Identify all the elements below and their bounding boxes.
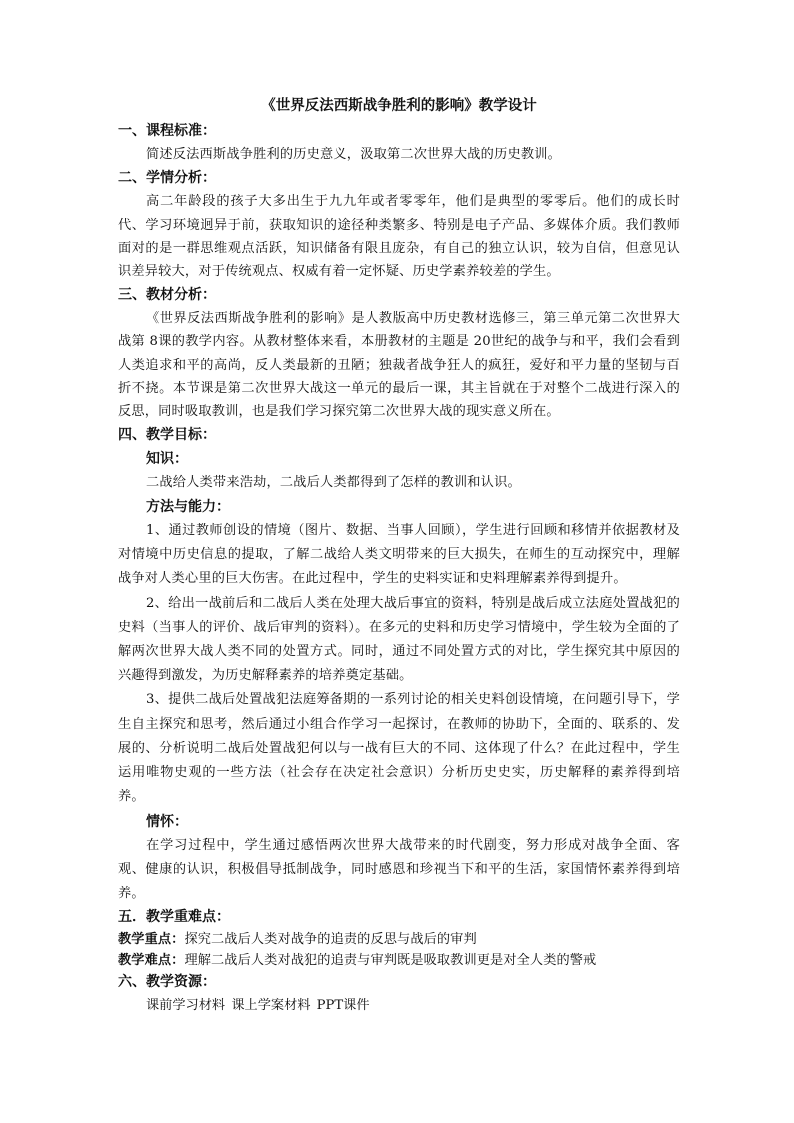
key-point-line (118, 929, 680, 950)
difficult-point-label: 教学难点： (118, 953, 185, 969)
method-item-3: 3、提供二战后处置战犯法庭筹备期的一系列讨论的相关史料创设情境，在问题引导下，学生自主探究和思考，然后通过小组合作学习一起探讨，在教师的协助下，全面的、联系的、发展的、分析说明二战后处置战犯何以与一战有巨大的不同、这体现了什么？在此过程中，学生运用唯物史观的一些方法（社会存在决定社会意识）分析历史史实，历史解释的素养得到培养。 (118, 692, 680, 805)
subheading-emotion: 情怀： (146, 813, 188, 830)
section-heading-key-difficult-points: 五．教学重难点： (118, 909, 230, 926)
section-heading-curriculum-standard: 一、课程标准： (118, 123, 216, 139)
subheading-method-ability: 方法与能力： (146, 499, 230, 516)
key-point-label: 教学重点： (118, 932, 185, 948)
difficult-point-line (118, 950, 680, 971)
emotion-text: 在学习过程中，学生通过感悟两次世界大战带来的时代剧变，努力形成对战争全面、客观、健康的认识，积极倡导抵制战争，同时感恩和珍视当下和平的生活，家国情怀素养得到培养。 (118, 837, 680, 901)
section-heading-textbook-analysis: 三、教材分析： (118, 286, 216, 303)
teaching-resources-text: 课前学习材料 课上学案材料 PPT课件 (146, 998, 370, 1014)
document-page (118, 96, 680, 1018)
key-point-text: 探究二战后人类对战争的追责的反思与战后的审判 (184, 932, 477, 948)
curriculum-standard-text: 简述反法西斯战争胜利的历史意义，汲取第二次世界大战的历史教训。 (146, 147, 562, 162)
method-item-2: 2、给出一战前后和二战后人类在处理大战后事宜的资料，特别是战后成立法庭处置战犯的史料（当事人的评价、战后审判的资料）。在多元的史料和历史学习情境中，学生较为全面的了解两次世界大战人类不同的处置方式。同时，通过不同处置方式的对比，学生探究其中原因的兴趣得到激发，为历史解释素养的培养奠定基础。 (118, 595, 680, 684)
method-item-1: 1、通过教师创设的情境（图片、数据、当事人回顾），学生进行回顾和移情并依据教材及对情境中历史信息的提取，了解二战给人类文明带来的巨大损失，在师生的互动探究中，理解战争对人类心里的巨大伤害。在此过程中，学生的史料实证和史料理解素养得到提升。 (118, 523, 680, 587)
section-heading-teaching-objectives: 四、教学目标： (118, 426, 216, 443)
textbook-analysis-text: 《世界反法西斯战争胜利的影响》是人教版高中历史教材选修三，第三单元第二次世界大战第 8课的教学内容。从教材整体来看，本册教材的主题是 20世纪的战争与和平，我们会看到人类追求和平的高尚，反人类最新的丑陋；独裁者战争狂人的疯狂，爱好和平力量的坚韧与百折不挠。本节课是第二次世界大战这一单元的最后一课，其主旨就在于对整个二战进行深入的反思，同时吸取教训，也是我们学习探究第二次世界大战的现实意义所在。 (118, 310, 680, 420)
knowledge-text: 二战给人类带来浩劫，二战后人类都得到了怎样的教训和认识。 (146, 474, 521, 490)
learner-analysis-text: 高二年龄段的孩子大多出生于九九年或者零零年，他们是典型的零零后。他们的成长时代、学习环境迥异于前，获取知识的途径种类繁多、特别是电子产品、多媒体介质。我们教师面对的是一群思维观点活跃，知识储备有限且庞杂，有自己的独立认识，较为自信，但意见认识差异较大，对于传统观点、权威有着一定怀疑、历史学素养较差的学生。 (118, 194, 680, 280)
difficult-point-text: 理解二战后人类对战犯的追责与审判既是吸取教训更是对全人类的警戒 (184, 953, 597, 969)
subheading-knowledge: 知识： (146, 450, 188, 467)
section-heading-learner-analysis: 二、学情分析： (118, 170, 216, 187)
section-heading-teaching-resources: 六、教学资源： (118, 974, 216, 991)
document-title: 《世界反法西斯战争胜利的影响》教学设计 (261, 97, 537, 114)
